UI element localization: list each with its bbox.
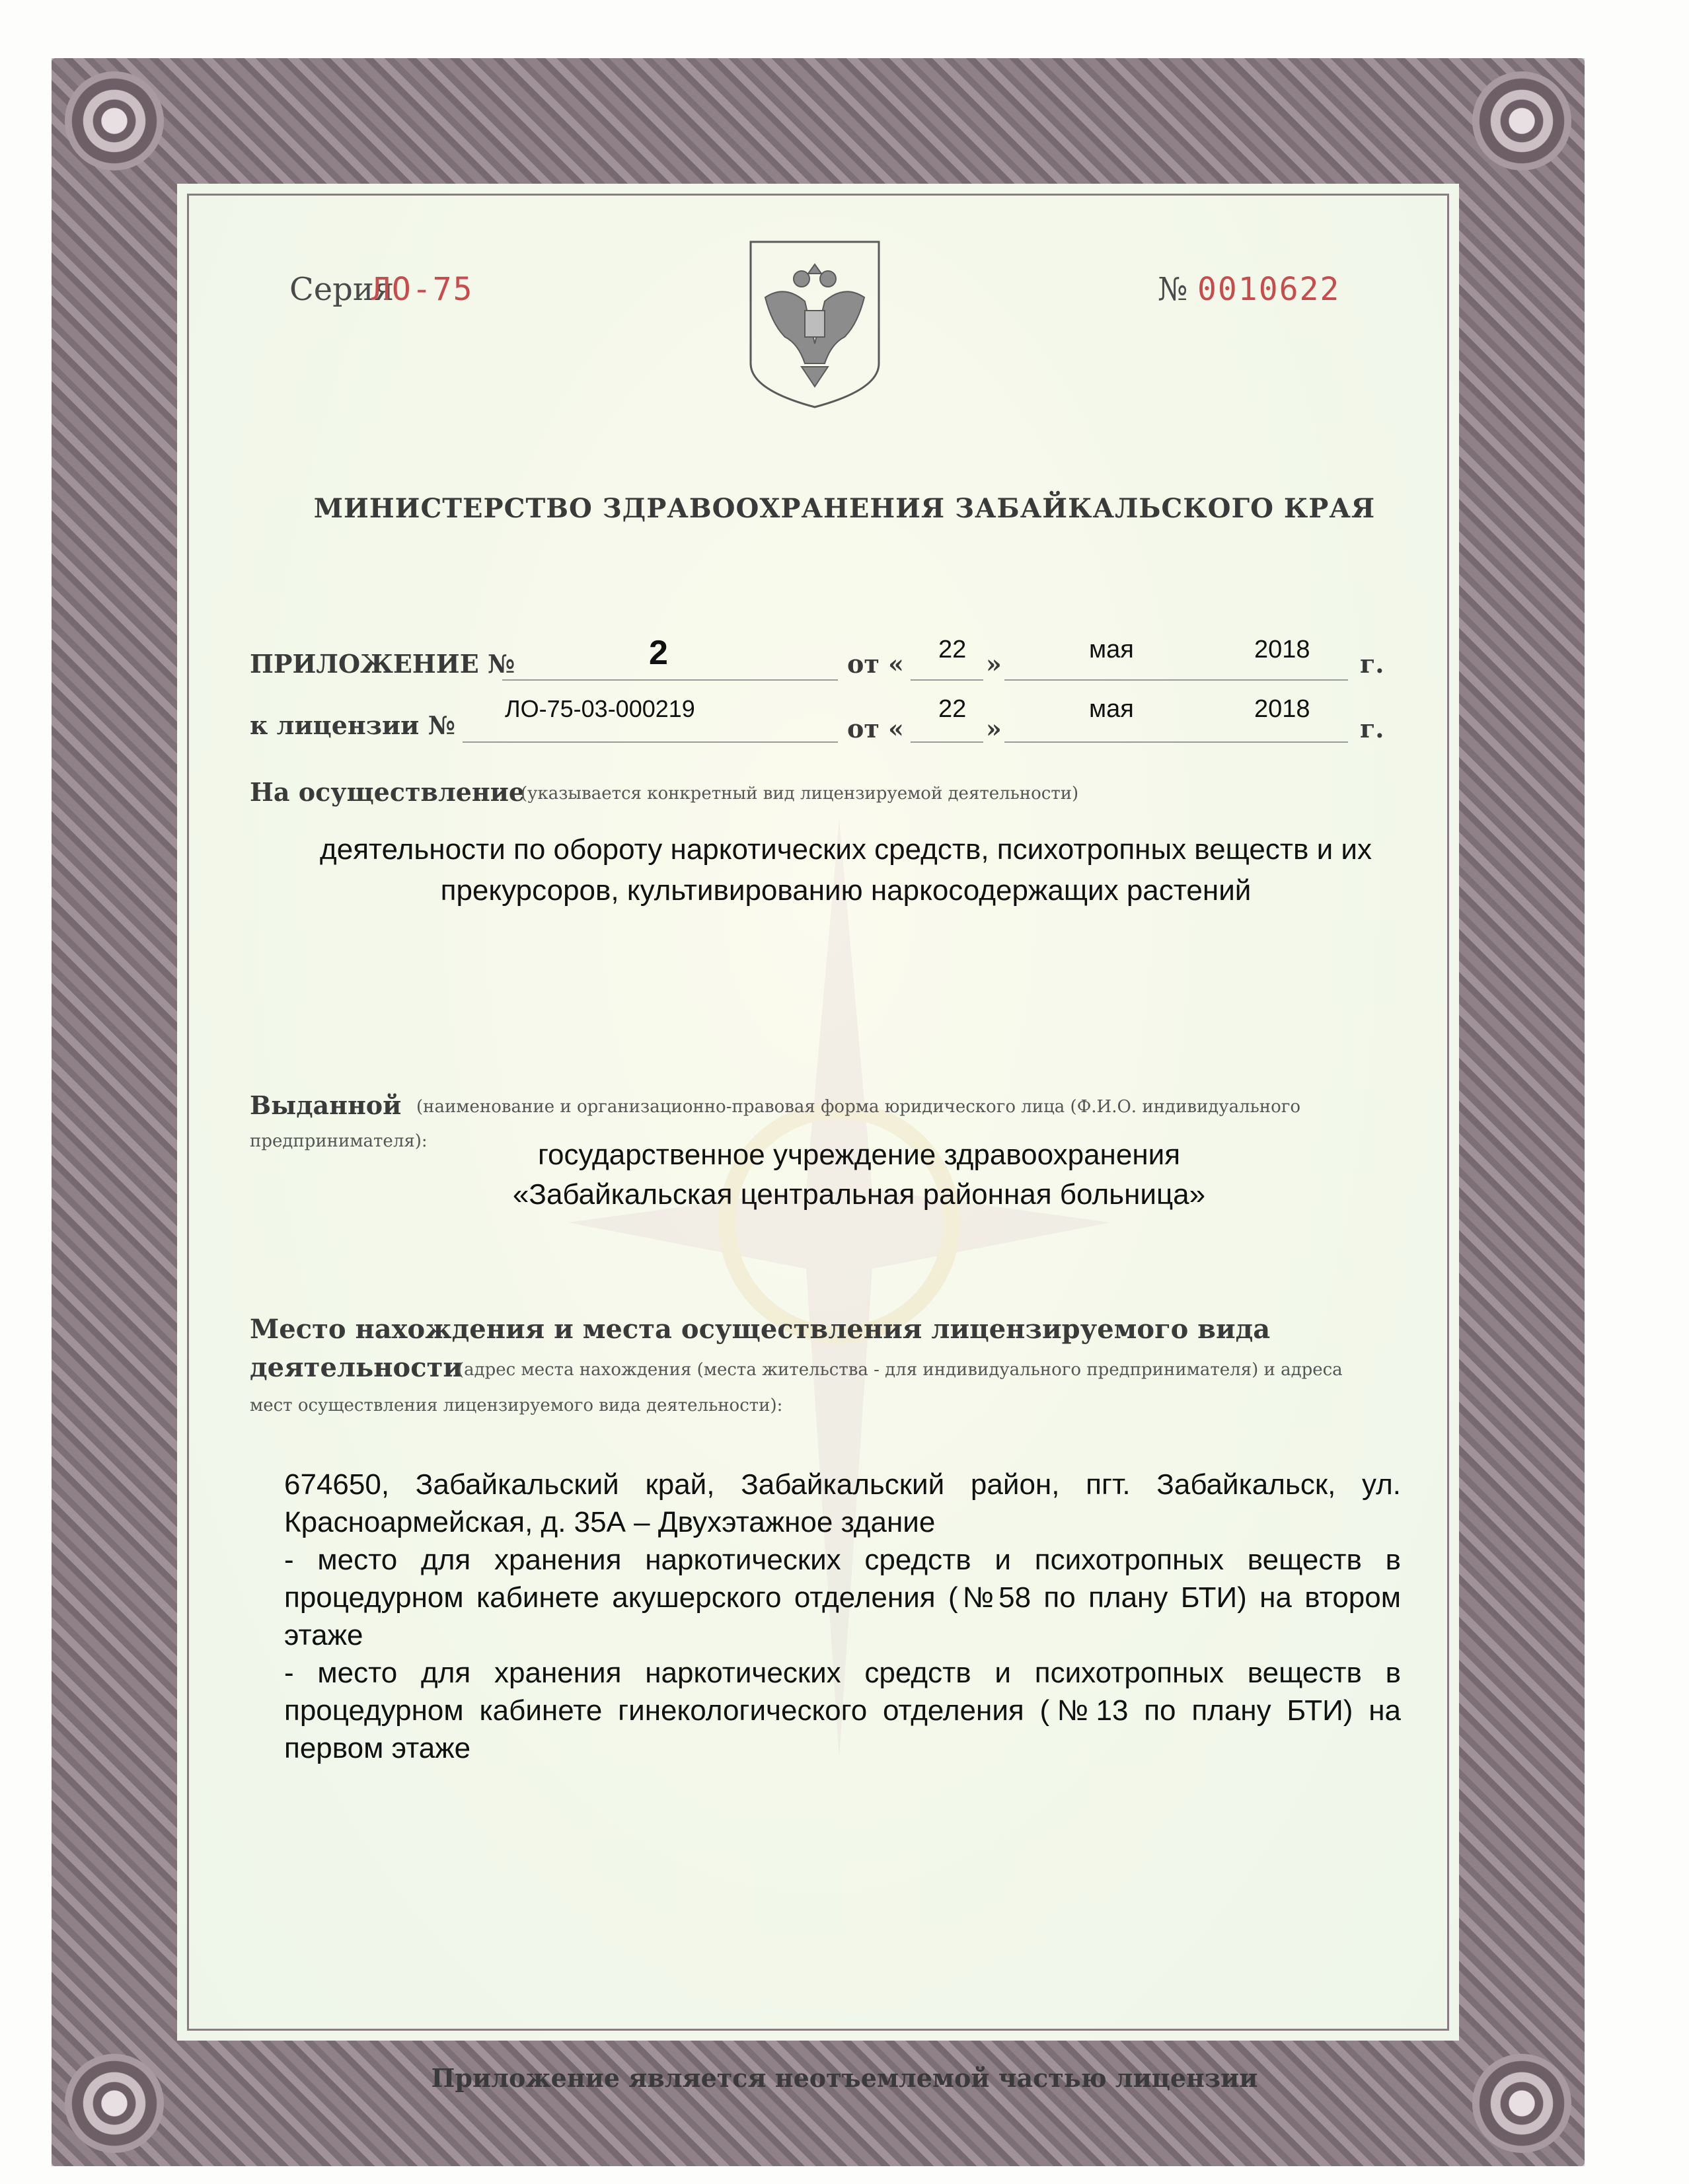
appendix-year-suffix: г.	[1360, 649, 1384, 679]
appendix-day-line	[911, 679, 983, 681]
appendix-date-line	[1004, 679, 1348, 681]
corner-rosette-icon	[1472, 71, 1571, 170]
appendix-number-line	[502, 679, 838, 681]
license-number: ЛО-75-03-000219	[505, 695, 695, 722]
licensed-activity-text: деятельности по обороту наркотических средств, психотропных веществ и их прекурсоров, культивированию наркосодержащих растений	[320, 833, 1372, 907]
license-month: мая	[1089, 695, 1134, 723]
appendix-year: 2018	[1254, 636, 1310, 663]
organization-name	[344, 1135, 1374, 1215]
russian-coat-of-arms-icon	[745, 238, 884, 410]
storage-place-2: - место для хранения наркотических средств и психотропных веществ в процедурном кабинете гинекологического отделения (№13 по плану БТИ) на первом этаже	[284, 1657, 1401, 1764]
license-day: 22	[938, 695, 967, 723]
appendix-close-quote: »	[986, 649, 1002, 679]
organization-name-line2: «Забайкальская центральная районная больница»	[512, 1178, 1206, 1211]
location-hint-line1: (адрес места нахождения (места жительства - для индивидуального предпринимателя) и адреса	[457, 1360, 1343, 1380]
footer-note: Приложение является неотъемлемой частью лицензии	[431, 2063, 1258, 2093]
license-date-line	[1004, 741, 1348, 743]
activity-hint: (указывается конкретный вид лицензируемой деятельности)	[521, 784, 1079, 804]
license-number-line	[463, 741, 838, 743]
series-value: ЛО-75	[371, 271, 474, 308]
location-label-line1: Место нахождения и места осуществления лицензируемого вида	[250, 1314, 1271, 1345]
location-label-line2: деятельности	[250, 1352, 463, 1383]
license-from-label: от «	[847, 714, 904, 743]
appendix-from-label: от «	[847, 649, 904, 679]
appendix-number: 2	[649, 634, 668, 672]
license-day-line	[911, 741, 983, 743]
activity-label: На осуществление	[250, 777, 525, 807]
series-label: Серия	[289, 271, 394, 308]
license-year-suffix: г.	[1360, 714, 1384, 743]
main-address: 674650, Забайкальский край, Забайкальский район, пгт. Забайкальск, ул. Красноармейская, д. 35А – Двухэтажное здание	[284, 1468, 1401, 1538]
license-label: к лицензии №	[250, 710, 455, 740]
appendix-day: 22	[938, 636, 967, 663]
corner-rosette-icon	[65, 71, 164, 170]
number-label: №	[1158, 271, 1188, 308]
issued-label: Выданной	[250, 1090, 402, 1120]
issued-hint-line1: (наименование и организационно-правовая форма юридического лица (Ф.И.О. индивидуального	[416, 1097, 1301, 1117]
form-number: 0010622	[1197, 271, 1341, 308]
organization-name-line1: государственное учреждение здравоохранения	[537, 1139, 1181, 1171]
location-hint-line2: мест осуществления лицензируемого вида деятельности):	[250, 1396, 783, 1415]
appendix-label: ПРИЛОЖЕНИЕ №	[250, 649, 515, 679]
issued-hint-line2: предпринимателя):	[250, 1131, 428, 1151]
location-address-block	[284, 1466, 1401, 1767]
license-close-quote: »	[986, 714, 1002, 743]
ministry-title: МИНИСТЕРСТВО ЗДРАВООХРАНЕНИЯ ЗАБАЙКАЛЬСКОГО КРАЯ	[313, 493, 1376, 524]
appendix-month: мая	[1089, 636, 1134, 663]
license-year: 2018	[1254, 695, 1310, 723]
storage-place-1: - место для хранения наркотических средств и психотропных веществ в процедурном кабинете акушерского отделения (№58 по плану БТИ) на втором этаже	[284, 1544, 1401, 1651]
